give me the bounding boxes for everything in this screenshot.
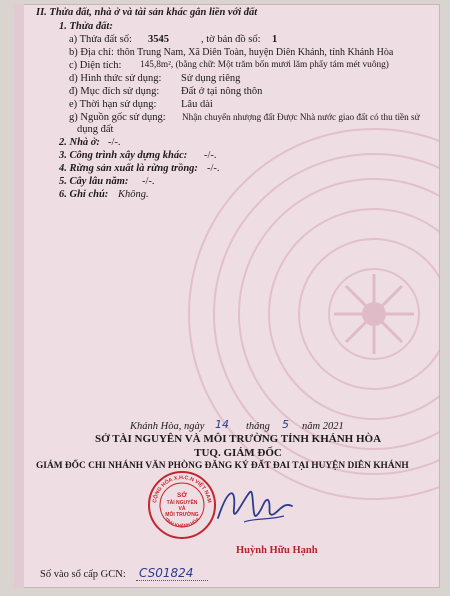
- date-place: Khánh Hòa, ngày: [130, 421, 205, 432]
- date-year: năm 2021: [302, 421, 344, 432]
- parcel-number-label: a) Thửa đất số:: [69, 34, 132, 45]
- usage-term-label: e) Thời hạn sử dụng:: [69, 99, 157, 110]
- note-value: Không.: [118, 189, 149, 200]
- signer-name: Huỳnh Hữu Hạnh: [236, 545, 318, 556]
- house-value: -/-.: [108, 137, 121, 148]
- gcn-underline: [136, 580, 208, 581]
- house-label: 2. Nhà ở:: [59, 137, 100, 148]
- seal-center-3: VÀ: [178, 506, 186, 512]
- planted-forest-value: -/-.: [207, 163, 220, 174]
- page-border: [14, 4, 24, 588]
- parcel-number-value: 3545: [148, 34, 169, 45]
- area-value: 145,8m², (bằng chữ: Một trăm bốn mươi lăm phẩy tám mét vuông): [140, 60, 389, 70]
- gcn-label: Số vào sổ cấp GCN:: [40, 569, 126, 580]
- usage-purpose-label: đ) Mục đích sử dụng:: [69, 86, 160, 97]
- note-label: 6. Ghi chú:: [59, 189, 109, 200]
- signature-mark: [214, 478, 296, 538]
- map-sheet-label: , tờ bản đồ số:: [201, 34, 261, 45]
- usage-purpose-value: Đất ở tại nông thôn: [181, 86, 263, 97]
- perennial-trees-label: 5. Cây lâu năm:: [59, 176, 129, 187]
- usage-origin-value-2: dụng đất: [77, 124, 114, 135]
- other-construction-label: 3. Công trình xây dựng khác:: [59, 150, 188, 161]
- seal-center-4: MÔI TRƯỜNG: [165, 512, 199, 518]
- authority-line-1: SỞ TÀI NGUYÊN VÀ MÔI TRƯỜNG TỈNH KHÁNH HÒA: [94, 433, 382, 445]
- date-month: 5: [282, 418, 289, 431]
- usage-form-value: Sử dụng riêng: [181, 73, 241, 84]
- seal-bottom-text: TỈNH KHÁNH HÒA: [163, 516, 201, 529]
- map-sheet-value: 1: [272, 34, 278, 45]
- area-label: c) Diện tích:: [69, 60, 122, 71]
- usage-origin-value: Nhận chuyển nhượng đất Được Nhà nước giao đất có thu tiền sử: [182, 112, 420, 122]
- seal-center-2: TÀI NGUYÊN: [166, 500, 198, 506]
- address-label: b) Địa chỉ:: [69, 47, 114, 58]
- planted-forest-label: 4. Rừng sản xuất là rừng trồng:: [59, 163, 198, 174]
- date-month-label: tháng: [246, 421, 270, 432]
- authority-line-2: TUQ. GIÁM ĐỐC: [194, 447, 282, 459]
- section-title: II. Thửa đất, nhà ở và tài sản khác gắn liền với đất: [36, 7, 258, 18]
- authority-line-3: GIÁM ĐỐC CHI NHÁNH VĂN PHÒNG ĐĂNG KÝ ĐẤT ĐAI TẠI HUYỆN DIÊN KHÁNH: [36, 461, 409, 471]
- usage-term-value: Lâu dài: [181, 99, 213, 110]
- date-day: 14: [215, 418, 229, 431]
- seal-center-1: SỞ: [177, 492, 187, 499]
- land-heading: 1. Thửa đất:: [59, 21, 113, 32]
- gcn-value: CS01824: [139, 566, 194, 580]
- address-value: thôn Trung Nam, Xã Diên Toàn, huyện Diên Khánh, tỉnh Khánh Hòa: [117, 47, 394, 58]
- certificate-page: [14, 4, 440, 588]
- seal-ring-text: CỘNG HÒA X.H.C.N VIỆT NAM: [152, 474, 212, 504]
- official-seal-icon: [147, 470, 217, 540]
- perennial-trees-value: -/-.: [142, 176, 155, 187]
- usage-origin-label: g) Nguồn gốc sử dụng:: [69, 112, 166, 123]
- usage-form-label: d) Hình thức sử dụng:: [69, 73, 162, 84]
- other-construction-value: -/-.: [204, 150, 217, 161]
